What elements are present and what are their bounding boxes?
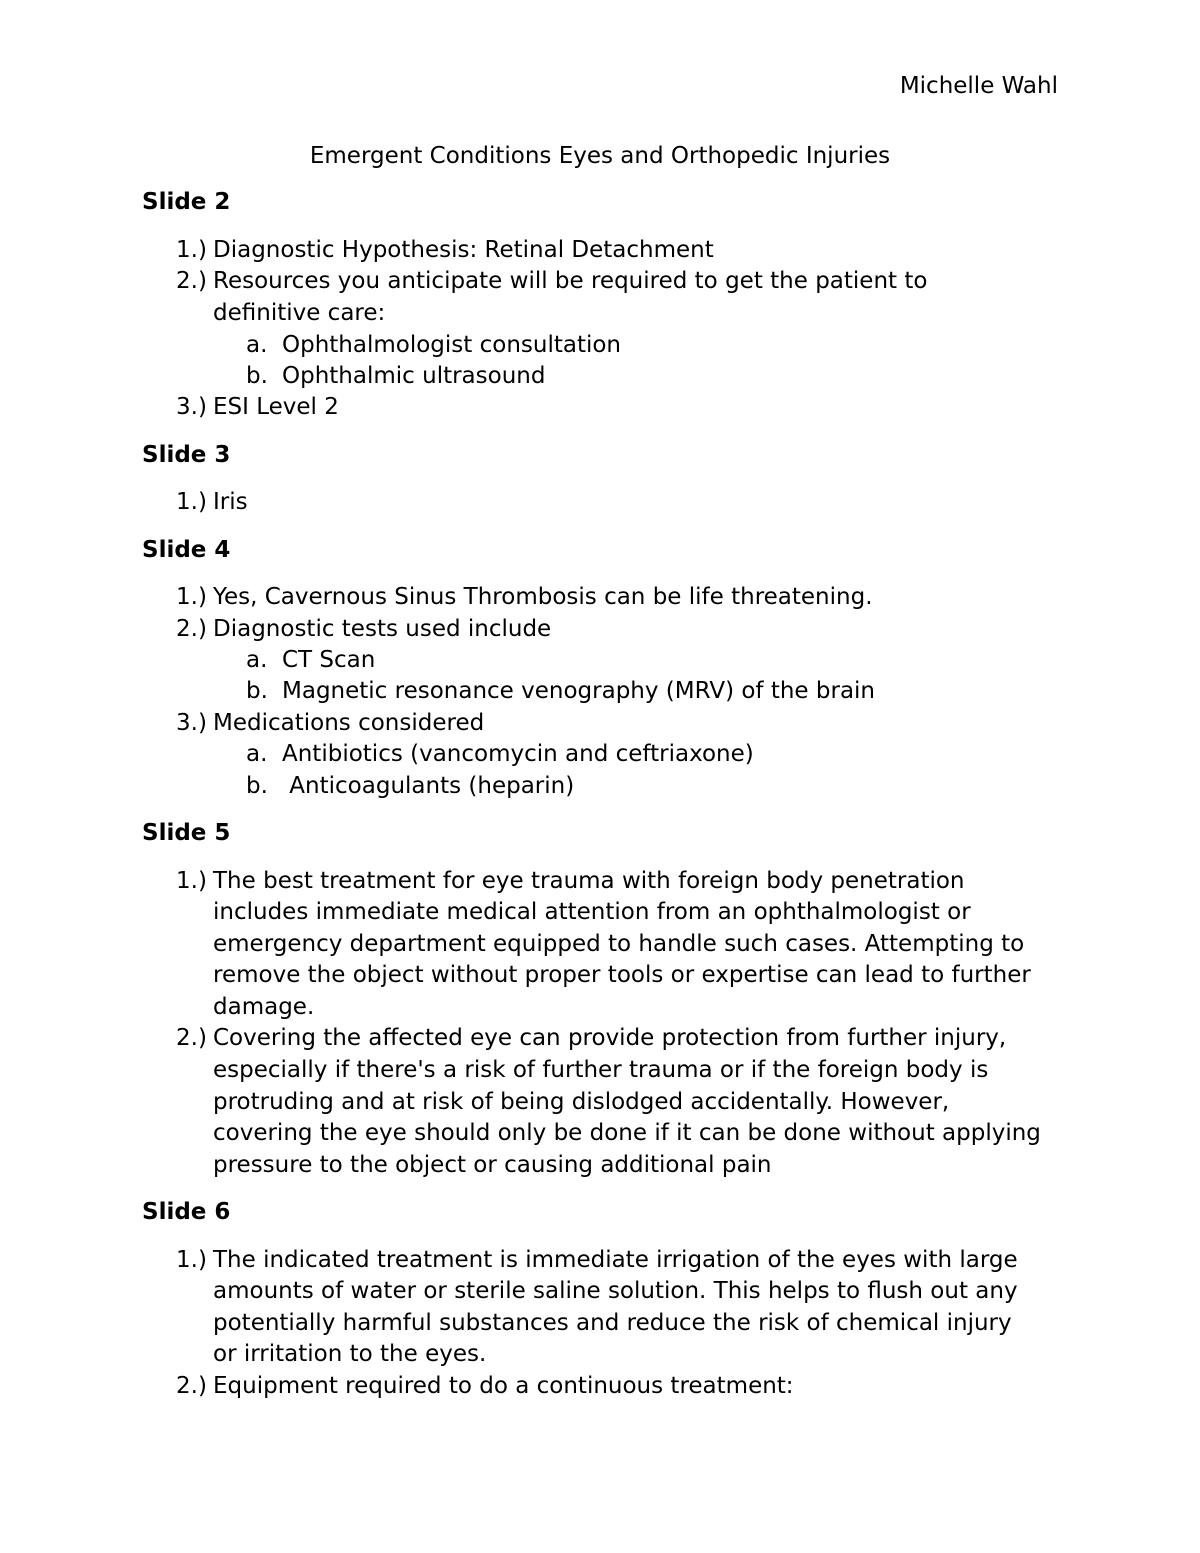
list-number: 1.) — [176, 584, 207, 610]
list-item-text: or irritation to the eyes. — [213, 1341, 487, 1367]
sublist-marker: b. — [246, 678, 268, 704]
slide-5-heading: Slide 5 — [142, 820, 231, 846]
list-number: 2.) — [176, 268, 207, 294]
sublist-item-text: CT Scan — [282, 647, 376, 673]
list-number: 1.) — [176, 1247, 207, 1273]
list-number: 2.) — [176, 1025, 207, 1051]
sublist-item-text: Magnetic resonance venography (MRV) of the brain — [282, 678, 876, 704]
list-item-text: remove the object without proper tools or expertise can lead to further — [213, 962, 1031, 988]
sublist-item-text: Antibiotics (vancomycin and ceftriaxone) — [282, 741, 754, 767]
list-number: 2.) — [176, 616, 207, 642]
list-item-text: emergency department equipped to handle such cases. Attempting to — [213, 931, 1025, 957]
list-number: 1.) — [176, 868, 207, 894]
list-item-text: Equipment required to do a continuous treatment: — [213, 1373, 794, 1399]
list-item-text: Diagnostic tests used include — [213, 616, 552, 642]
list-item-text: Yes, Cavernous Sinus Thrombosis can be life threatening. — [213, 584, 873, 610]
list-item-text: Medications considered — [213, 710, 485, 736]
list-item-text: pressure to the object or causing additional pain — [213, 1152, 772, 1178]
document-title: Emergent Conditions Eyes and Orthopedic Injuries — [309, 143, 891, 169]
list-item-text: Covering the affected eye can provide protection from further injury, — [213, 1025, 1007, 1051]
list-item-text: covering the eye should only be done if it can be done without applying — [213, 1120, 1041, 1146]
list-number: 1.) — [176, 489, 207, 515]
list-item-text: includes immediate medical attention from an ophthalmologist or — [213, 899, 971, 925]
sublist-marker: b. — [246, 773, 268, 799]
list-item-text: potentially harmful substances and reduce the risk of chemical injury — [213, 1310, 1012, 1336]
slide-6-heading: Slide 6 — [142, 1199, 231, 1225]
list-number: 1.) — [176, 237, 207, 263]
list-number: 3.) — [176, 710, 207, 736]
list-item-text: especially if there's a risk of further trauma or if the foreign body is — [213, 1057, 989, 1083]
list-number: 3.) — [176, 394, 207, 420]
list-item-text: Diagnostic Hypothesis: Retinal Detachment — [213, 237, 714, 263]
list-item-text: Iris — [213, 489, 248, 515]
slide-3-heading: Slide 3 — [142, 442, 231, 468]
author-name: Michelle Wahl — [899, 73, 1058, 99]
sublist-marker: b. — [246, 363, 268, 389]
list-item-text: definitive care: — [213, 300, 386, 326]
sublist-item-text: Ophthalmic ultrasound — [282, 363, 546, 389]
list-item-text: The indicated treatment is immediate irrigation of the eyes with large — [213, 1247, 1018, 1273]
sublist-marker: a. — [246, 647, 268, 673]
sublist-marker: a. — [246, 741, 268, 767]
list-number: 2.) — [176, 1373, 207, 1399]
list-item-text: Resources you anticipate will be required to get the patient to — [213, 268, 928, 294]
slide-4-heading: Slide 4 — [142, 537, 231, 563]
list-item-text: ESI Level 2 — [213, 394, 339, 420]
list-item-text: amounts of water or sterile saline solution. This helps to flush out any — [213, 1278, 1018, 1304]
list-item-text: damage. — [213, 994, 315, 1020]
sublist-item-text: Ophthalmologist consultation — [282, 332, 622, 358]
sublist-marker: a. — [246, 332, 268, 358]
slide-2-heading: Slide 2 — [142, 189, 231, 215]
list-item-text: protruding and at risk of being dislodged accidentally. However, — [213, 1089, 950, 1115]
list-item-text: The best treatment for eye trauma with foreign body penetration — [213, 868, 965, 894]
sublist-item-text: Anticoagulants (heparin) — [282, 773, 575, 799]
